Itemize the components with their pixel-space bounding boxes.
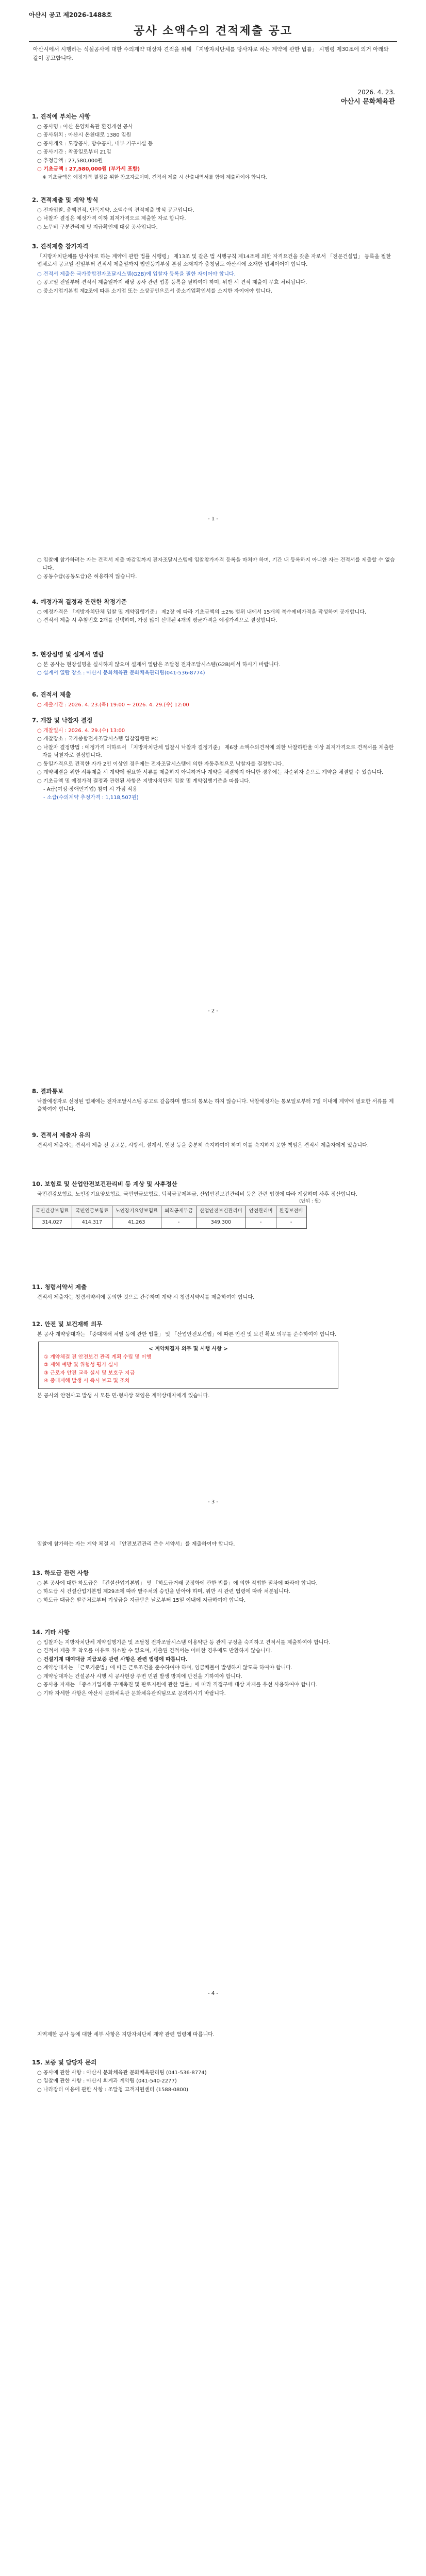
table-cell: 414,317 <box>72 1217 112 1228</box>
section-4-heading: 4. 예정가격 결정과 관련한 착정기준 <box>32 598 127 605</box>
s1-item: ○ 공사명 : 아산 온양체육관 환경개선 공사 <box>37 123 395 131</box>
section-12-continued <box>32 1540 395 1549</box>
table-unit: (단위 : 원) <box>299 1199 321 1205</box>
section-9 <box>32 1131 395 1149</box>
s14-item: ○ 계약상대자는 「근로기준법」에 따른 근로조건을 준수하여야 하며, 임금체불이 발생하지 않도록 하여야 합니다. <box>37 1664 395 1672</box>
s12b-body: 입찰에 참가하는 자는 계약 체결 시 「안전보건관리 준수 서약서」를 제출하여야 합니다. <box>37 1541 235 1547</box>
s5-item: ○ 본 공사는 현장설명을 실시하지 않으며 설계서 열람은 조달청 전자조달시스템(G2B)에서 하시기 바랍니다. <box>37 661 395 669</box>
section-15 <box>32 2058 395 2094</box>
obligation-item: ① 계약체결 전 안전보건 관리 계획 수립 및 이행 <box>44 1354 152 1360</box>
s4-item: ○ 견적서 제출 시 추첨번호 2개를 선택하며, 가장 많이 선택된 4개의 평균가격을 예정가격으로 결정합니다. <box>37 617 395 625</box>
table-header-cell: 안전관리비 <box>245 1206 276 1217</box>
section-12 <box>32 1320 395 1400</box>
s13-item: ○ 하도급 대금은 발주처로부터 기성금을 지급받은 날로부터 15일 이내에 지급하여야 합니다. <box>37 1597 395 1605</box>
s5-item: ○ 설계서 열람 장소 : 아산시 문화체육관 문화체육관리팀(041-536-8774) <box>37 669 395 677</box>
page-number: - 3 - <box>208 1499 218 1505</box>
s1-item: ○ 공사위치 : 아산시 온천대로 1380 일원 <box>37 131 395 140</box>
table-cell: 314,027 <box>32 1217 72 1228</box>
s10-body: 국민건강보험료, 노인장기요양보험료, 국민연금보험료, 퇴직금공제부금, 산업안전보건관리비 등은 관련 법령에 따라 계상하며 사후 정산합니다. <box>37 1191 357 1197</box>
s3b-item: ○ 입찰에 참가하려는 자는 견적서 제출 마감일까지 전자조달시스템에 입찰참가자격 등록을 마쳐야 하며, 기간 내 등록하지 아니한 자는 견적서를 제출할 수 없습니다. <box>37 556 395 572</box>
s12-after: 본 공사의 안전사고 발생 시 모든 민·형사상 책임은 계약상대자에게 있습니다. <box>37 1393 210 1399</box>
section-3 <box>32 242 395 296</box>
s14-item: ○ 견적서 제출 후 착오를 이유로 취소할 수 없으며, 제출된 견적서는 어떠한 경우에도 반환하지 않습니다. <box>37 1647 395 1655</box>
obligations-box <box>38 1342 338 1389</box>
section-14-continued <box>32 2031 395 2039</box>
section-6-heading: 6. 견적서 제출 <box>32 691 71 698</box>
s1-note: ※ 기초금액은 예정가격 결정을 위한 참고자료이며, 견적서 제출 시 산출내역서를 함께 제출하여야 합니다. <box>42 174 267 180</box>
s12-body: 본 공사 계약상대자는 「중대재해 처벌 등에 관한 법률」 및 「산업안전보건법」에 따른 안전 및 보건 확보 의무를 준수하여야 합니다. <box>37 1331 337 1337</box>
s14-item: ○ 입찰자는 지방자치단체 계약집행기준 및 조달청 전자조달시스템 이용약관 등 관계 규정을 숙지하고 견적서를 제출하여야 합니다. <box>37 1639 395 1647</box>
s6-item: ○ 제출기간 : 2026. 4. 23.(목) 19:00 ~ 2026. 4. 29.(수) 12:00 <box>37 701 395 709</box>
s1-item: ○ 공사기간 : 착공일로부터 21일 <box>37 148 395 157</box>
s3-item: ○ 공고일 전일부터 견적서 제출일까지 해당 공사 관련 업종 등록을 필하여야 하며, 위반 시 견적 제출이 무효 처리됩니다. <box>37 279 395 287</box>
s11-body: 견적서 제출자는 청렴서약서에 동의한 것으로 간주하며 계약 시 청렴서약서를 제출하여야 합니다. <box>37 1294 255 1300</box>
section-5 <box>32 650 395 678</box>
section-12-heading: 12. 안전 및 보건재해 의무 <box>32 1320 103 1328</box>
s13-item: ○ 본 공사에 대한 하도급은 「건설산업기본법」 및 「하도급거래 공정화에 관한 법률」에 의한 적법한 절차에 따라야 합니다. <box>37 1580 395 1588</box>
section-11 <box>32 1283 395 1301</box>
section-1-heading: 1. 견적에 부치는 사항 <box>32 113 91 120</box>
s7-item: ○ 계약체결을 위한 서류제출 시 계약에 필요한 서류를 제출하지 아니하거나 계약을 체결하지 아니한 경우에는 차순위자 순으로 계약을 체결할 수 있습니다. <box>37 769 395 777</box>
notice-number: 아산시 공고 제2026-1488호 <box>29 11 112 19</box>
obligation-item: ④ 중대재해 발생 시 즉시 보고 및 조치 <box>44 1378 130 1384</box>
s8-body: 낙찰예정자로 선정된 업체에는 전자조달시스템 공고로 갈음하며 별도의 통보는 하지 않습니다. 낙찰예정자는 통보일로부터 7일 이내에 계약에 필요한 서류를 제출하여야 합니다. <box>37 1098 394 1113</box>
s14b-body: 지역제한 공사 등에 대한 세부 사항은 지방자치단체 계약 관련 법령에 따릅니다. <box>37 2032 215 2038</box>
table-header-cell: 노인장기요양보험료 <box>112 1206 161 1217</box>
s3-item: ○ 중소기업기본법 제2조에 따른 소기업 또는 소상공인으로서 중소기업확인서를 소지한 자이어야 합니다. <box>37 287 395 296</box>
section-14-heading: 14. 기타 사항 <box>32 1629 70 1636</box>
obligation-item: ③ 근로자 안전 교육 실시 및 보호구 지급 <box>44 1370 135 1376</box>
s7-sub-item: - A급(여성·장애인기업) 참여 시 가점 적용 <box>43 786 395 794</box>
s7-sub-item: - 소급(수의계약 추정가격 : 1,118,507원) <box>43 794 395 802</box>
page-number: - 1 - <box>208 516 218 522</box>
section-9-heading: 9. 견적서 제출자 유의 <box>32 1131 91 1139</box>
s15-item: ○ 나라장터 이용에 관한 사항 : 조달청 고객지원센터 (1588-0800) <box>37 2086 395 2094</box>
section-5-heading: 5. 현장설명 및 설계서 열람 <box>32 651 104 658</box>
obligation-item: ② 재해 예방 및 위험성 평가 실시 <box>44 1362 118 1368</box>
s4-item: ○ 예정가격은 「지방자치단체 입찰 및 계약집행기준」 제2장 에 따라 기초금액의 ±2% 범위 내에서 15개의 복수예비가격을 작성하여 공개합니다. <box>37 608 395 617</box>
s7-item: ○ 동일가격으로 견적한 자가 2인 이상인 경우에는 전자조달시스템에 의한 자동추첨으로 낙찰자를 결정합니다. <box>37 760 395 769</box>
section-10 <box>32 1180 395 1229</box>
s3-item: ○ 견적서 제출은 국가종합전자조달시스템(G2B)에 입찰자 등록을 필한 자이어야 합니다. <box>37 270 395 279</box>
table-cell: - <box>161 1217 196 1228</box>
s7-item: ○ 개찰장소 : 국가종합전자조달시스템 입찰집행관 PC <box>37 735 395 743</box>
section-2 <box>32 196 395 232</box>
section-6 <box>32 690 395 709</box>
table-header-cell: 퇴직공제부금 <box>161 1206 196 1217</box>
table-cell: - <box>276 1217 306 1228</box>
s2-item: ○ 낙찰자 결정은 예정가격 이하 최저가격으로 제출한 자로 합니다. <box>37 215 395 223</box>
s3-body: 「지방자치단체를 당사자로 하는 계약에 관한 법률 시행령」 제13조 및 같은 법 시행규칙 제14조에 의한 자격요건을 갖춘 자로서 「전문건설업」 등록을 필한 업체로서 공고일 전일부터 견적서 제출일까지 법인등기부상 본점 소재지가 충청남도 아산시에 소재한 업체이어야 합니다. <box>37 253 391 268</box>
table-cell: 41,263 <box>112 1217 161 1228</box>
s15-item: ○ 입찰에 관한 사항 : 아산시 회계과 계약팀 (041-540-2277) <box>37 2077 395 2086</box>
s2-item: ○ 전자입찰, 총액견적, 단독계약, 소액수의 견적제출 방식 공고입니다. <box>37 207 395 215</box>
table-header-cell: 환경보전비 <box>276 1206 306 1217</box>
table-row <box>32 1217 307 1228</box>
page-title: 공사 소액수의 견적제출 공고 <box>133 25 292 38</box>
section-13-heading: 13. 하도급 관련 사항 <box>32 1569 89 1577</box>
section-14 <box>32 1628 395 1698</box>
s1-item: ○ 추정금액 : 27,580,000원 <box>37 157 395 165</box>
s1-item: ○ 공사개요 : 도장공사, 방수공사, 내부 기구시설 등 <box>37 140 395 148</box>
section-15-heading: 15. 보증 및 담당자 문의 <box>32 2059 97 2066</box>
s14-item: ○ 기타 자세한 사항은 아산시 문화체육관 문화체육관리팀으로 문의하시기 바랍니다. <box>37 1690 395 1698</box>
s3b-item: ○ 공동수급(공동도급)은 허용하지 않습니다. <box>37 573 395 581</box>
s14-item: ○ 계약상대자는 건설공사 시행 시 공사현장 주변 민원 발생 방지에 만전을 기하여야 합니다. <box>37 1673 395 1681</box>
section-4 <box>32 598 395 625</box>
s14-item: ○ 건설기계 대여대금 지급보증 관련 사항은 관련 법령에 따릅니다. <box>37 1656 395 1664</box>
section-7-heading: 7. 개찰 및 낙찰자 결정 <box>32 717 93 724</box>
page-number: - 2 - <box>208 1008 218 1014</box>
section-3-continued <box>32 556 395 582</box>
section-7 <box>32 716 395 802</box>
section-13 <box>32 1569 395 1605</box>
table-header-cell: 국민연금보험료 <box>72 1206 112 1217</box>
s9-body: 견적서 제출자는 견적서 제출 전 공고문, 시방서, 설계서, 현장 등을 충분히 숙지하여야 하며 이를 숙지하지 못한 책임은 견적서 제출자에게 있습니다. <box>37 1142 369 1148</box>
s13-item: ○ 하도급 시 건설산업기본법 제29조에 따라 발주처의 승인을 받아야 하며, 위반 시 관련 법령에 따라 처분됩니다. <box>37 1588 395 1596</box>
s1-item: ○ 기초금액 : 27,580,000원 (부가세 포함) <box>37 165 395 174</box>
insurance-table <box>32 1206 307 1228</box>
table-header-row <box>32 1206 307 1217</box>
s15-item: ○ 공사에 관한 사항 : 아산시 문화체육관 문화체육관리팀 (041-536-8774) <box>37 2069 395 2077</box>
section-11-heading: 11. 청렴서약서 제출 <box>32 1283 87 1291</box>
section-8 <box>32 1087 395 1114</box>
s14-item: ○ 공사용 자재는 「중소기업제품 구매촉진 및 판로지원에 관한 법률」에 따라 직접구매 대상 자재를 우선 사용하여야 합니다. <box>37 1681 395 1689</box>
s2-item: ○ 노무비 구분관리제 및 지급확인제 대상 공사입니다. <box>37 224 395 232</box>
table-cell: - <box>245 1217 276 1228</box>
section-8-heading: 8. 결과통보 <box>32 1088 63 1095</box>
s7-item: ○ 개찰일시 : 2026. 4. 29.(수) 13:00 <box>37 727 395 735</box>
page-number: - 4 - <box>208 1991 218 1996</box>
section-3-heading: 3. 견적제출 참가자격 <box>32 243 89 250</box>
section-2-heading: 2. 견적제출 및 계약 방식 <box>32 196 99 204</box>
title-divider <box>29 41 397 42</box>
table-header-cell: 국민건강보험료 <box>32 1206 72 1217</box>
table-cell: 349,300 <box>196 1217 246 1228</box>
intro-paragraph: 아산시에서 시행하는 식설공사에 대한 수의계약 대상자 견적을 위해 「지방자치단체를 당사자로 하는 계약에 관한 법률」 시행령 제30조에 의거 아래와 같이 공고합니다. <box>33 46 389 61</box>
section-10-heading: 10. 보험료 및 산업안전보건관리비 등 계상 및 사후정산 <box>32 1180 177 1188</box>
table-header-cell: 산업안전보건관리비 <box>196 1206 246 1217</box>
obligations-box-title: < 계약체결자 의무 및 시행 사항 > <box>149 1346 228 1352</box>
s7-item: ○ 기초금액 및 예정가격 결정과 관련된 사항은 지방자치단체 입찰 및 계약집행기준을 따릅니다. <box>37 777 395 786</box>
issuing-organization: 아산시 문화체육관 <box>341 98 395 106</box>
s7-item: ○ 낙찰자 결정방법 : 예정가격 이하로서 「지방자치단체 입찰시 낙찰자 결정기준」 제6장 소액수의견적에 의한 낙찰하한율 이상 최저가격으로 견적서를 제출한 자를 낙찰자로 결정합니다. <box>37 744 395 760</box>
section-1 <box>32 112 395 182</box>
notice-date: 2026. 4. 23. <box>357 89 395 96</box>
